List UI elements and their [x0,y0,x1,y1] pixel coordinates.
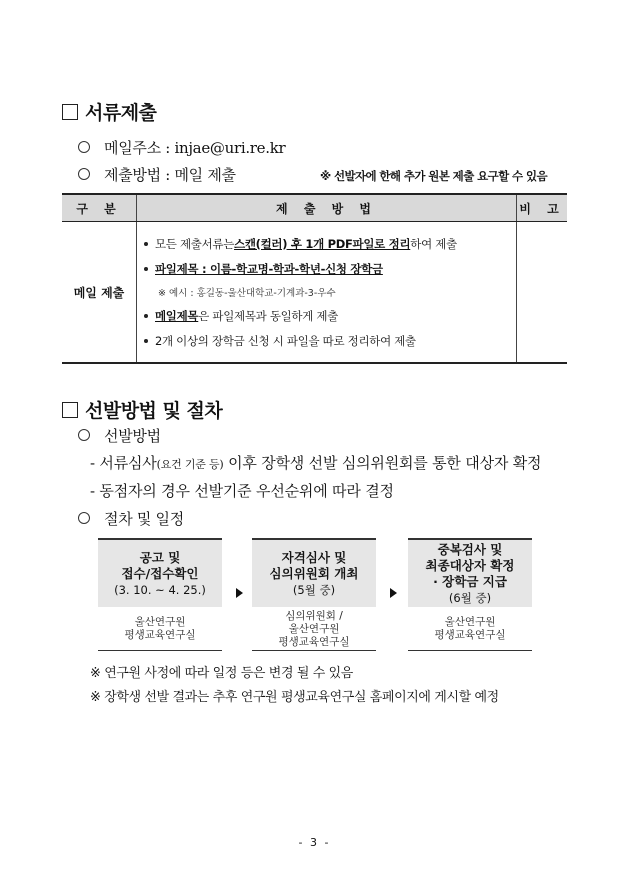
table-header-category: 구 분 [62,194,137,222]
procedure-owner-1: 울산연구원 평생교육연구실 [98,608,222,651]
list-item: 모든 제출서류는 스캔(컬러) 후 1개 PDF파일로 정리 하여 제출 [144,231,515,256]
procedure-step-2: 자격심사 및 심의위원회 개최 (5월 중) [252,538,376,607]
list-item: 파일제목 : 이름-학교명-학과-학년-신청 장학금 [144,256,515,281]
remarks-cell [517,222,568,364]
bullet-icon [144,242,148,246]
bullet-icon [144,339,148,343]
procedure-owner-3: 울산연구원 평생교육연구실 [408,608,532,651]
arrow-right-icon [236,588,243,598]
bullet-icon [144,314,148,318]
procedure-step-3: 중복검사 및 최종대상자 확정 · 장학금 지급 (6월 중) [408,538,532,607]
arrow-right-icon [390,588,397,598]
bullet-icon [144,267,148,271]
table-header-method: 제 출 방 법 [137,194,517,222]
selection-line-2: - 동점자의 경우 선발기준 우선순위에 따라 결정 [90,482,394,500]
list-item: 메일제목 은 파일제목과 동일하게 제출 [144,303,515,328]
submission-table [62,193,567,364]
selection-line-1: - 서류심사(요건 기준 등) 이후 장학생 선발 심의위원회를 통한 대상자 확정 [90,454,542,472]
circle-bullet-icon [78,429,90,441]
procedure-heading: 절차 및 일정 [78,508,184,529]
result-posting-note: ※ 장학생 선발 결과는 추후 연구원 평생교육연구실 홈페이지에 게시할 예정 [90,690,499,705]
row-label-email: 메일 제출 [62,222,137,364]
section-title-documents: 서류제출 [62,98,156,125]
square-icon [62,402,78,418]
table-row [62,222,567,364]
email-address: injae@uri.re.kr [174,139,286,157]
list-item: 2개 이상의 장학금 신청 시 파일을 따로 정리하여 제출 [144,328,515,353]
page-number: - 3 - [298,836,331,849]
table-header-row [62,194,567,222]
square-icon [62,104,78,120]
original-copy-note: ※ 선발자에 한해 추가 원본 제출 요구할 수 있음 [320,169,547,183]
schedule-change-note: ※ 연구원 사정에 따라 일정 등은 변경 될 수 있음 [90,666,353,681]
procedure-step-1: 공고 및 접수/접수확인 (3. 10. ~ 4. 25.) [98,538,222,607]
circle-bullet-icon [78,168,90,180]
procedure-owner-2: 심의위원회 / 울산연구원 평생교육연구실 [252,608,376,651]
circle-bullet-icon [78,512,90,524]
table-header-remarks: 비 고 [517,194,568,222]
section-title-selection: 선발방법 및 절차 [62,396,222,423]
circle-bullet-icon [78,141,90,153]
filename-example: ※ 예시 : 홍길동-울산대학교-기계과-3-우수 [158,288,336,299]
method-line: 제출방법 : 메일 제출 [78,164,236,185]
selection-method-heading: 선발방법 [78,425,161,446]
submission-method-cell [137,222,517,364]
email-line: 메일주소 : injae@uri.re.kr [78,137,285,158]
